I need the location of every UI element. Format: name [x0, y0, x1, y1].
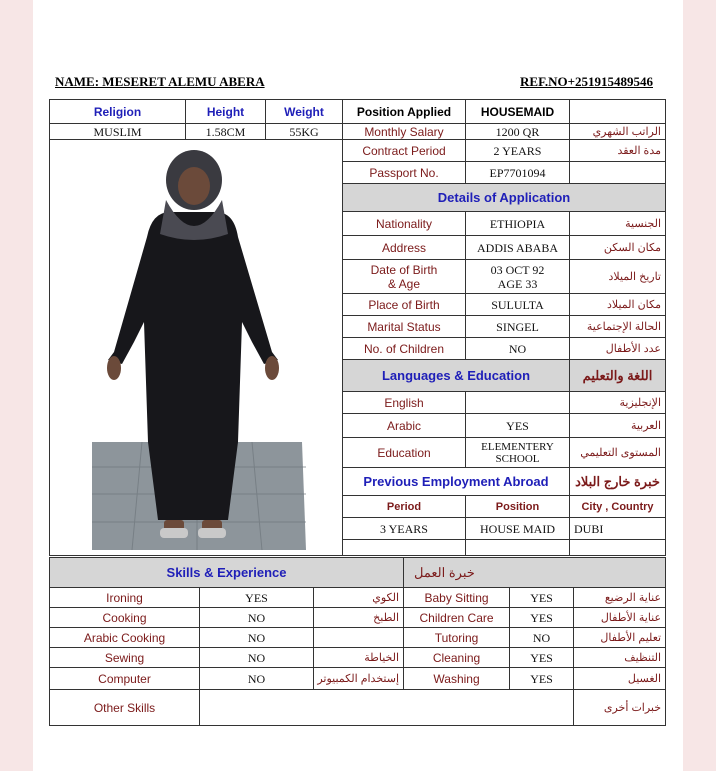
children-arabic: عدد الأطفال: [570, 338, 666, 360]
employment-blank-2: [466, 540, 570, 556]
candidate-name: NAME: MESERET ALEMU ABERA: [55, 74, 265, 89]
skill-ironing-label: Ironing: [50, 588, 200, 608]
skills-section-arabic: خبرة العمل: [404, 558, 666, 588]
position-applied-label: Position Applied: [343, 100, 466, 124]
skill-sewing-label: Sewing: [50, 648, 200, 668]
monthly-salary-label: Monthly Salary: [343, 124, 466, 140]
position-column-header: Position: [466, 496, 570, 518]
employment-period: 3 YEARS: [343, 518, 466, 540]
passport-label: Passport No.: [343, 162, 466, 184]
candidate-photo: [52, 142, 343, 552]
skill-cleaning-label: Cleaning: [404, 648, 510, 668]
blank-cell: [570, 100, 666, 124]
contract-period-label: Contract Period: [343, 140, 466, 162]
religion-value: MUSLIM: [50, 124, 186, 140]
address-arabic: مكان السكن: [570, 236, 666, 260]
dob-value: [466, 260, 570, 294]
skill-tutoring-arabic: تعليم الأطفال: [574, 628, 666, 648]
cv-page: [33, 0, 683, 771]
address-label: Address: [343, 236, 466, 260]
education-arabic: المستوى التعليمي: [570, 438, 666, 468]
employment-section-arabic: خبرة خارج البلاد: [570, 468, 666, 496]
passport-value: EP7701094: [466, 162, 570, 184]
address-value: ADDIS ABABA: [466, 236, 570, 260]
religion-label: Religion: [50, 100, 186, 124]
employment-position: HOUSE MAID: [466, 518, 570, 540]
monthly-salary-value: 1200 QR: [466, 124, 570, 140]
skill-washing-arabic: الغسيل: [574, 668, 666, 690]
monthly-salary-arabic: الراتب الشهري: [570, 124, 666, 140]
dob-label: [343, 260, 466, 294]
skill-baby-sitting-value: YES: [510, 588, 574, 608]
english-arabic: الإنجليزية: [570, 392, 666, 414]
height-value: 1.58CM: [186, 124, 266, 140]
skill-cooking-arabic: الطبخ: [314, 608, 404, 628]
skill-cleaning-arabic: التنظيف: [574, 648, 666, 668]
dob-arabic: تاريخ الميلاد: [570, 260, 666, 294]
skill-cleaning-value: YES: [510, 648, 574, 668]
skill-arabic-cooking-value: NO: [200, 628, 314, 648]
employment-blank-1: [343, 540, 466, 556]
skill-arabic-cooking-label: Arabic Cooking: [50, 628, 200, 648]
skills-table: [49, 557, 666, 726]
other-skills-arabic: خبرات أخرى: [574, 690, 666, 726]
dob-date: 03 OCT 92: [490, 262, 545, 277]
marital-status-value: SINGEL: [466, 316, 570, 338]
skill-tutoring-label: Tutoring: [404, 628, 510, 648]
skill-children-care-arabic: عناية الأطفال: [574, 608, 666, 628]
children-label: No. of Children: [343, 338, 466, 360]
skill-washing-label: Washing: [404, 668, 510, 690]
contract-period-arabic: مدة العقد: [570, 140, 666, 162]
weight-value: 55KG: [266, 124, 343, 140]
place-of-birth-value: SULULTA: [466, 294, 570, 316]
languages-section-title: Languages & Education: [343, 360, 570, 392]
employment-blank-3: [570, 540, 666, 556]
candidate-photo-figure: [52, 142, 343, 552]
details-section-title: Details of Application: [343, 184, 666, 212]
skill-ironing-value: YES: [200, 588, 314, 608]
skill-children-care-value: YES: [510, 608, 574, 628]
other-skills-label: Other Skills: [50, 690, 200, 726]
other-skills-value: [200, 690, 574, 726]
place-of-birth-arabic: مكان الميلاد: [570, 294, 666, 316]
arabic-arabic: العربية: [570, 414, 666, 438]
passport-arabic: [570, 162, 666, 184]
children-value: NO: [466, 338, 570, 360]
marital-status-label: Marital Status: [343, 316, 466, 338]
marital-status-arabic: الحالة الإجتماعية: [570, 316, 666, 338]
english-label: English: [343, 392, 466, 414]
skill-children-care-label: Children Care: [404, 608, 510, 628]
period-column-header: Period: [343, 496, 466, 518]
nationality-arabic: الجنسية: [570, 212, 666, 236]
education-value-line1: ELEMENTERY: [481, 440, 554, 453]
education-label: Education: [343, 438, 466, 468]
english-value: [466, 392, 570, 414]
skill-washing-value: YES: [510, 668, 574, 690]
skill-computer-label: Computer: [50, 668, 200, 690]
contract-period-value: 2 YEARS: [466, 140, 570, 162]
application-table: [49, 99, 666, 556]
skill-baby-sitting-arabic: عناية الرضيع: [574, 588, 666, 608]
nationality-value: ETHIOPIA: [466, 212, 570, 236]
arabic-value: YES: [466, 414, 570, 438]
skill-computer-arabic: إستخدام الكمبيوتر: [314, 668, 404, 690]
dob-label-line2: & Age: [387, 276, 421, 291]
skill-ironing-arabic: الكوي: [314, 588, 404, 608]
education-value: [466, 438, 570, 468]
place-of-birth-label: Place of Birth: [343, 294, 466, 316]
skill-tutoring-value: NO: [510, 628, 574, 648]
skill-cooking-value: NO: [200, 608, 314, 628]
city-country-column-header: City , Country: [570, 496, 666, 518]
arabic-label: Arabic: [343, 414, 466, 438]
skill-cooking-label: Cooking: [50, 608, 200, 628]
education-value-line2: SCHOOL: [495, 452, 540, 465]
employment-section-title: Previous Employment Abroad: [343, 468, 570, 496]
skill-computer-value: NO: [200, 668, 314, 690]
reference-number: REF.NO+251915489546: [520, 74, 653, 89]
position-applied-value: HOUSEMAID: [466, 100, 570, 124]
employment-city: DUBI: [570, 518, 666, 540]
skill-sewing-arabic: الخياطة: [314, 648, 404, 668]
dob-age: AGE 33: [497, 276, 538, 291]
skill-baby-sitting-label: Baby Sitting: [404, 588, 510, 608]
languages-section-arabic: اللغة والتعليم: [570, 360, 666, 392]
skill-arabic-cooking-arabic: [314, 628, 404, 648]
skills-section-title: Skills & Experience: [50, 558, 404, 588]
skill-sewing-value: NO: [200, 648, 314, 668]
dob-label-line1: Date of Birth: [370, 262, 438, 277]
nationality-label: Nationality: [343, 212, 466, 236]
photo-cell: [50, 140, 343, 556]
weight-label: Weight: [266, 100, 343, 124]
height-label: Height: [186, 100, 266, 124]
